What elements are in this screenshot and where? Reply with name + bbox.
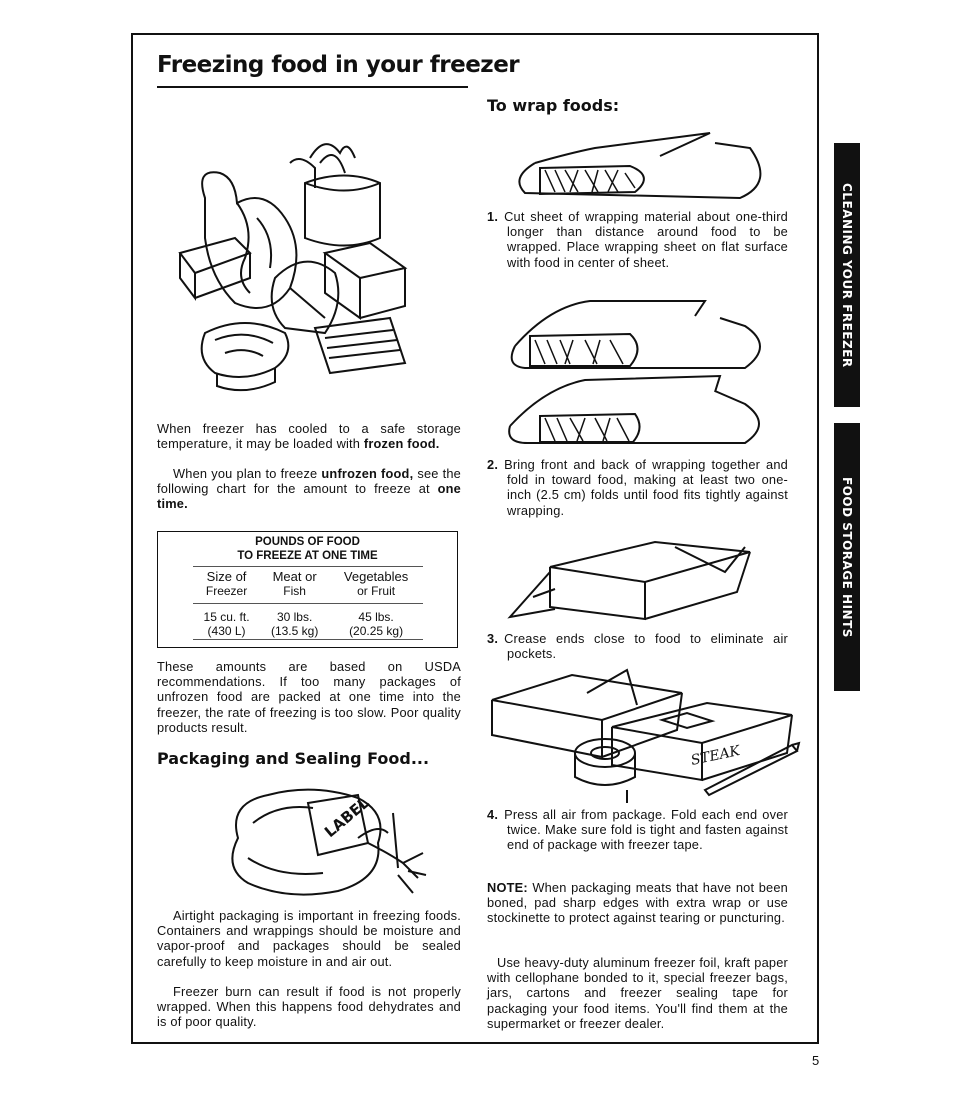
cell-size: 15 cu. ft. (203, 610, 250, 624)
chart-rule-top (193, 566, 423, 567)
freeze-amount-chart (157, 531, 458, 648)
packaging-heading: Packaging and Sealing Food... (157, 749, 430, 768)
header-meat: Meat or (272, 569, 317, 584)
step-2-number: 2. (487, 457, 499, 472)
step-3 (487, 631, 788, 661)
title-underline (157, 86, 468, 88)
cell-size-metric: (430 L) (207, 624, 246, 638)
step-4-sealed-package-illustration (487, 665, 802, 805)
unfrozen-text-1: When you plan to freeze (173, 466, 322, 481)
header-vegetables-sub: or Fruit (357, 584, 396, 598)
airtight-paragraph: Airtight packaging is important in freezing foods. Containers and wrappings should be moisture and vapor-proof and packages should be sealed carefully to keep moisture in and air out. (157, 908, 461, 969)
step-1-text: Cut sheet of wrapping material about one-third longer than distance around food to be wrapped. Place wrapping sheet on flat surface with food in center of sheet. (504, 209, 788, 270)
step-4-text: Press all air from package. Fold each end over twice. Make sure fold is tight and fasten against end of package with freezer tape. (504, 807, 788, 853)
chart-rule-bottom (193, 639, 423, 640)
frozen-foods-illustration (175, 128, 460, 398)
header-size-sub: Freezer (205, 584, 248, 598)
page-number: 5 (812, 1053, 820, 1068)
step-4-number: 4. (487, 807, 499, 822)
intro-text-1: When freezer has cooled to a safe storage temperature, it may be loaded with (157, 421, 461, 452)
usda-paragraph: These amounts are based on USDA recommendations. If too many packages of unfrozen food are packed at one time into the freezer, the rate of freezing is too slow. Poor quality products result. (157, 659, 461, 735)
intro-paragraph (157, 421, 461, 451)
intro-text-bold: frozen food. (363, 436, 440, 452)
header-meat-sub: Fish (283, 584, 306, 598)
side-tab-storage[interactable]: FOOD STORAGE HINTS (834, 423, 860, 691)
page-title: Freezing food in your freezer (157, 52, 520, 78)
chart-title-line-1: POUNDS OF FOOD (255, 536, 360, 548)
package-label-text: STEAK (689, 742, 742, 769)
step-2-fold-illustration (505, 296, 770, 446)
note-label: NOTE: (487, 880, 528, 895)
cell-vegetables: 45 lbs. (358, 610, 394, 624)
step-2-text: Bring front and back of wrapping together and fold in toward food, making at least two one-inch (2.5 cm) folds until food fits tightly against wrapping. (504, 457, 788, 518)
header-size: Size of (206, 569, 247, 584)
wrap-foods-heading: To wrap foods: (487, 96, 620, 115)
labeled-bag-illustration (218, 783, 433, 903)
step-4 (487, 807, 788, 853)
chart-title-line-2: TO FREEZE AT ONE TIME (237, 550, 378, 562)
chart-title (158, 535, 457, 563)
header-vegetables: Vegetables (343, 569, 409, 584)
freezer-burn-paragraph: Freezer burn can result if food is not properly wrapped. When this happens food dehydrates and is of poor quality. (157, 984, 461, 1030)
materials-paragraph: Use heavy-duty aluminum freezer foil, kraft paper with cellophane bonded to it, special freezer bags, jars, cartons and freezer sealing tape for packaging your food items. You'll find them at the supermarket or freezer dealer. (487, 955, 788, 1031)
unfrozen-paragraph (157, 466, 461, 512)
cell-meat-metric: (13.5 kg) (270, 624, 319, 638)
unfrozen-text-bold-1: unfrozen food, (321, 466, 414, 481)
unfrozen-text-2: see the following chart for the amount to freeze at (157, 466, 461, 497)
step-3-crease-illustration (505, 527, 760, 627)
note-paragraph (487, 880, 788, 926)
step-1-wrap-illustration (510, 128, 770, 203)
step-2 (487, 457, 788, 518)
step-3-text: Crease ends close to food to eliminate air pockets. (504, 631, 788, 662)
step-3-number: 3. (487, 631, 499, 646)
chart-table (193, 568, 423, 638)
cell-meat: 30 lbs. (276, 610, 313, 624)
unfrozen-text-bold-2: one time. (157, 481, 461, 512)
bag-label-text: LABEL (321, 793, 373, 842)
step-1 (487, 209, 788, 270)
note-text: When packaging meats that have not been boned, pad sharp edges with extra wrap or use stockinette to protect against tearing or puncturing. (487, 880, 788, 926)
step-1-number: 1. (487, 209, 499, 224)
side-tab-cleaning[interactable]: CLEANING YOUR FREEZER (834, 143, 860, 407)
cell-vegetables-metric: (20.25 kg) (349, 624, 404, 638)
